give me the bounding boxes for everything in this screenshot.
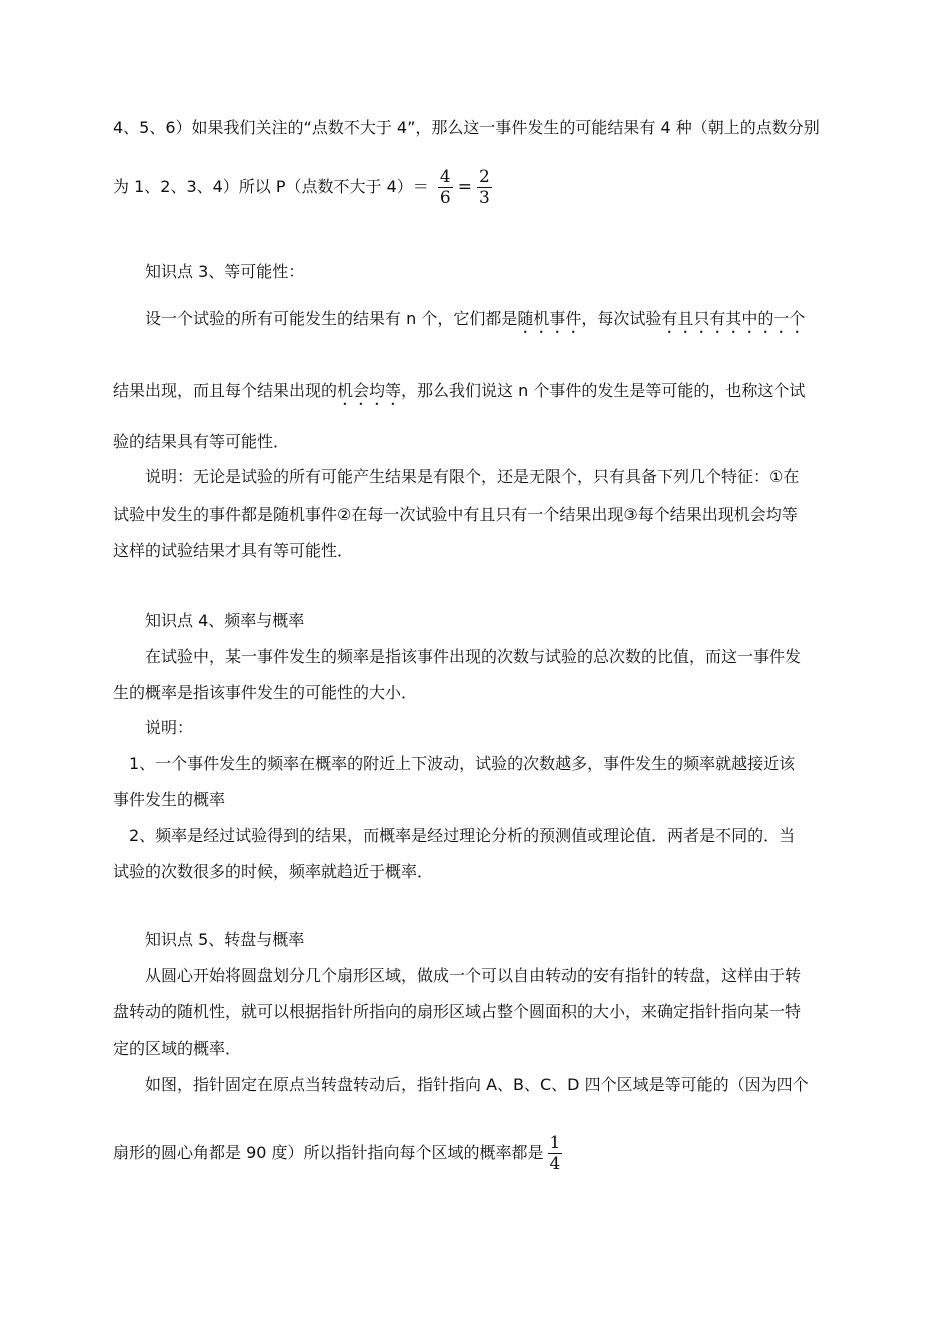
- list-item: 事件发生的概率: [113, 790, 226, 809]
- formula-line: [113, 167, 838, 208]
- note-line: 试验中发生的事件都是随机事件②在每一次试验中有且只有一个结果出现③每个结果出现机会均等: [113, 505, 798, 524]
- paragraph-line: 如图，指针固定在原点当转盘转动后，指针指向 A、B、C、D 四个区域是等可能的（因为四个: [145, 1075, 809, 1094]
- text: ，每次试验: [581, 309, 662, 328]
- list-item: 试验的次数很多的时候，频率就趋近于概率．: [113, 862, 434, 881]
- note-label: 说明：: [145, 718, 194, 737]
- emphasized-text: 机会均等: [337, 381, 402, 400]
- formula-line: [113, 1133, 838, 1174]
- text: 结果出现，而且每个结果出现的: [113, 381, 338, 400]
- emphasized-text: 有且只有其中的一个: [661, 309, 806, 328]
- paragraph-line: 从圆心开始将圆盘划分几个扇形区域，做成一个可以自由转动的安有指针的转盘，这样由于转: [145, 966, 802, 985]
- paragraph-line: [113, 381, 838, 409]
- note-line: 这样的试验结果才具有等可能性．: [113, 541, 354, 560]
- paragraph-line: [113, 118, 838, 138]
- note-line: 说明：无论是试验的所有可能产生结果是有限个，还是无限个，只有具备下列几个特征：①在: [145, 467, 800, 486]
- text: 4、5、6）如果我们关注的“点数不大于 4”，那么这一事件发生的可能结果有 4 种（朝上的点数分别: [113, 118, 820, 137]
- denominator: 4: [549, 1154, 561, 1174]
- paragraph-line: 在试验中，某一事件发生的频率是指该事件出现的次数与试验的总次数的比值，而这一事件发: [145, 647, 802, 666]
- list-item: 1、一个事件发生的频率在概率的附近上下波动，试验的次数越多，事件发生的频率就越接近该: [129, 754, 796, 773]
- text: 为 1、2、3、4）所以 P（点数不大于 4）＝: [113, 177, 429, 196]
- denominator: 6: [439, 188, 451, 208]
- section-heading-kp5: 知识点 5、转盘与概率: [145, 930, 305, 949]
- section-heading-kp4: 知识点 4、频率与概率: [145, 611, 305, 630]
- paragraph-line: 盘转动的随机性，就可以根据指针所指向的扇形区域占整个圆面积的大小，来确定指针指向某一特: [113, 1002, 802, 1021]
- equals-sign: =: [457, 177, 472, 197]
- fraction-4-6: [438, 167, 453, 208]
- text: ，那么我们说这 n 个事件的发生是等可能的，也称这个试: [401, 381, 806, 400]
- section-heading-kp3: 知识点 3、等可能性：: [145, 262, 305, 281]
- fraction-1-4: [548, 1133, 563, 1174]
- text: 设一个试验的所有可能发生的结果有 n 个，它们都是: [145, 309, 518, 328]
- numerator: 4: [439, 167, 451, 187]
- numerator: 1: [549, 1133, 561, 1153]
- denominator: 3: [478, 188, 490, 208]
- paragraph-line: [145, 309, 838, 337]
- paragraph-line: 生的概率是指该事件发生的可能性的大小．: [113, 683, 418, 702]
- text: 扇形的圆心角都是 90 度）所以指针指向每个区域的概率都是: [113, 1143, 544, 1162]
- paragraph-line: 验的结果具有等可能性．: [113, 432, 290, 451]
- numerator: 2: [478, 167, 490, 187]
- fraction-2-3: [477, 167, 492, 208]
- list-item: 2、频率是经过试验得到的结果，而概率是经过理论分析的预测值或理论值．两者是不同的．当: [129, 826, 796, 845]
- paragraph-line: 定的区域的概率．: [113, 1039, 242, 1058]
- emphasized-text: 随机事件: [517, 309, 582, 328]
